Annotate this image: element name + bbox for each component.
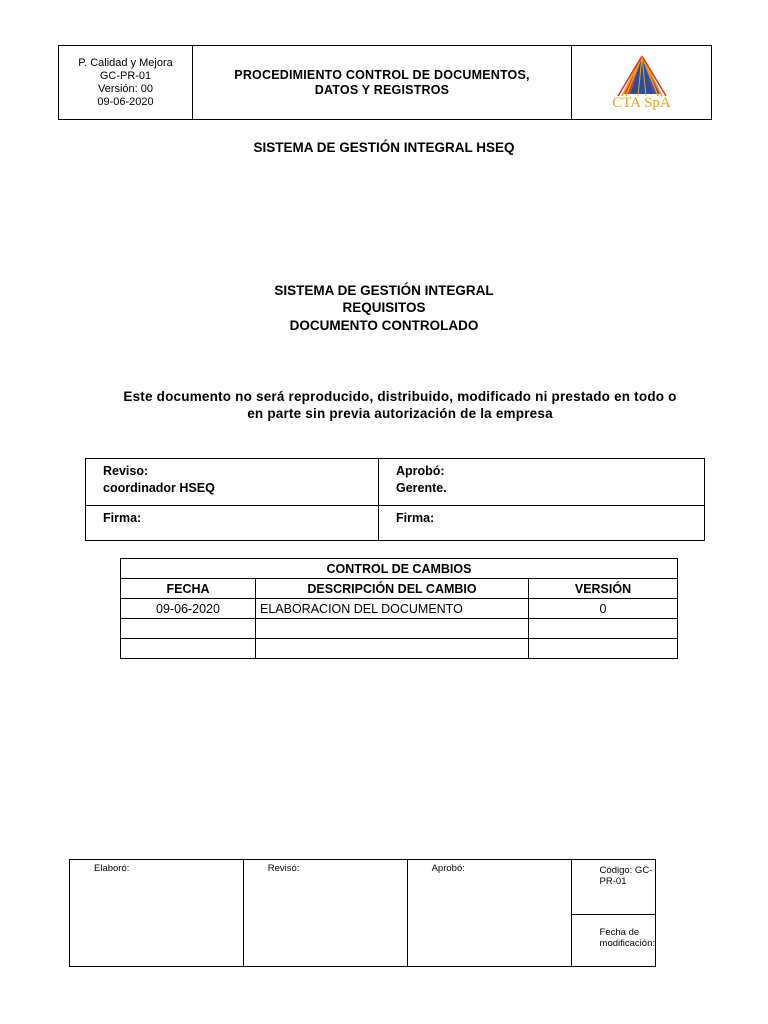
block-line-2: REQUISITOS: [342, 300, 426, 315]
change-control-title: CONTROL DE CAMBIOS: [121, 559, 678, 579]
firma-left-label: Firma:: [103, 511, 142, 525]
aprobo-label: Aprobó:: [396, 464, 445, 478]
meta-area: P. Calidad y Mejora: [78, 56, 173, 69]
table-row: [121, 619, 678, 639]
row-version: [529, 619, 678, 639]
row-fecha: [121, 639, 256, 659]
title-line-2: DATOS Y REGISTROS: [314, 82, 450, 97]
title-line-1: PROCEDIMIENTO CONTROL DE DOCUMENTOS,: [234, 67, 530, 82]
footer-fecha-mod-text: Fecha de modificación:: [599, 927, 655, 949]
row-version: [529, 639, 678, 659]
footer-fecha-mod: [571, 915, 655, 967]
row-fecha: 09-06-2020: [121, 599, 256, 619]
aprobo-cell: [379, 459, 705, 506]
table-row: [121, 639, 678, 659]
footer-table: [69, 859, 656, 967]
notice-line-1: Este documento no será reproducido, distribuido, modificado ni prestado en todo o: [123, 389, 677, 404]
meta-version: Versión: 00: [97, 82, 154, 95]
document-header: [58, 45, 712, 120]
reviso-cell: [86, 459, 379, 506]
reproduction-notice: [95, 388, 705, 422]
row-descripcion: [256, 619, 529, 639]
table-row: [121, 599, 678, 619]
header-fecha: FECHA: [121, 579, 256, 599]
footer-codigo-text: Código: GC-PR-01: [599, 865, 653, 887]
system-title: SISTEMA DE GESTIÓN INTEGRAL HSEQ: [253, 140, 515, 155]
block-line-3: DOCUMENTO CONTROLADO: [289, 318, 479, 333]
reviso-label: Reviso:: [103, 464, 149, 478]
row-version: 0: [529, 599, 678, 619]
block-line-1: SISTEMA DE GESTIÓN INTEGRAL: [274, 283, 494, 298]
footer-codigo: [571, 860, 655, 915]
firma-right-cell: [379, 506, 705, 541]
logo-cell: [572, 46, 712, 120]
document-title: [193, 46, 572, 120]
meta-date: 09-06-2020: [97, 95, 154, 108]
row-fecha: [121, 619, 256, 639]
header-version: VERSIÓN: [529, 579, 678, 599]
row-descripcion: ELABORACION DEL DOCUMENTO: [256, 599, 529, 619]
reviso-value: coordinador HSEQ: [103, 481, 215, 495]
row-descripcion: [256, 639, 529, 659]
notice-line-2: en parte sin previa autorización de la empresa: [247, 406, 553, 421]
firma-right-label: Firma:: [396, 511, 435, 525]
approval-table: [85, 458, 705, 541]
document-meta: [59, 46, 193, 120]
aprobo-value: Gerente.: [396, 481, 447, 495]
logo-text: CTA SpA: [612, 95, 671, 111]
change-control-table: [120, 558, 678, 659]
meta-code: GC-PR-01: [99, 69, 152, 82]
footer-elaboro: Elaboró:: [70, 860, 244, 967]
firma-left-cell: [86, 506, 379, 541]
footer-reviso: Revisó:: [243, 860, 407, 967]
header-descripcion: DESCRIPCIÓN DEL CAMBIO: [256, 579, 529, 599]
footer-aprobo: Aprobó:: [407, 860, 571, 967]
